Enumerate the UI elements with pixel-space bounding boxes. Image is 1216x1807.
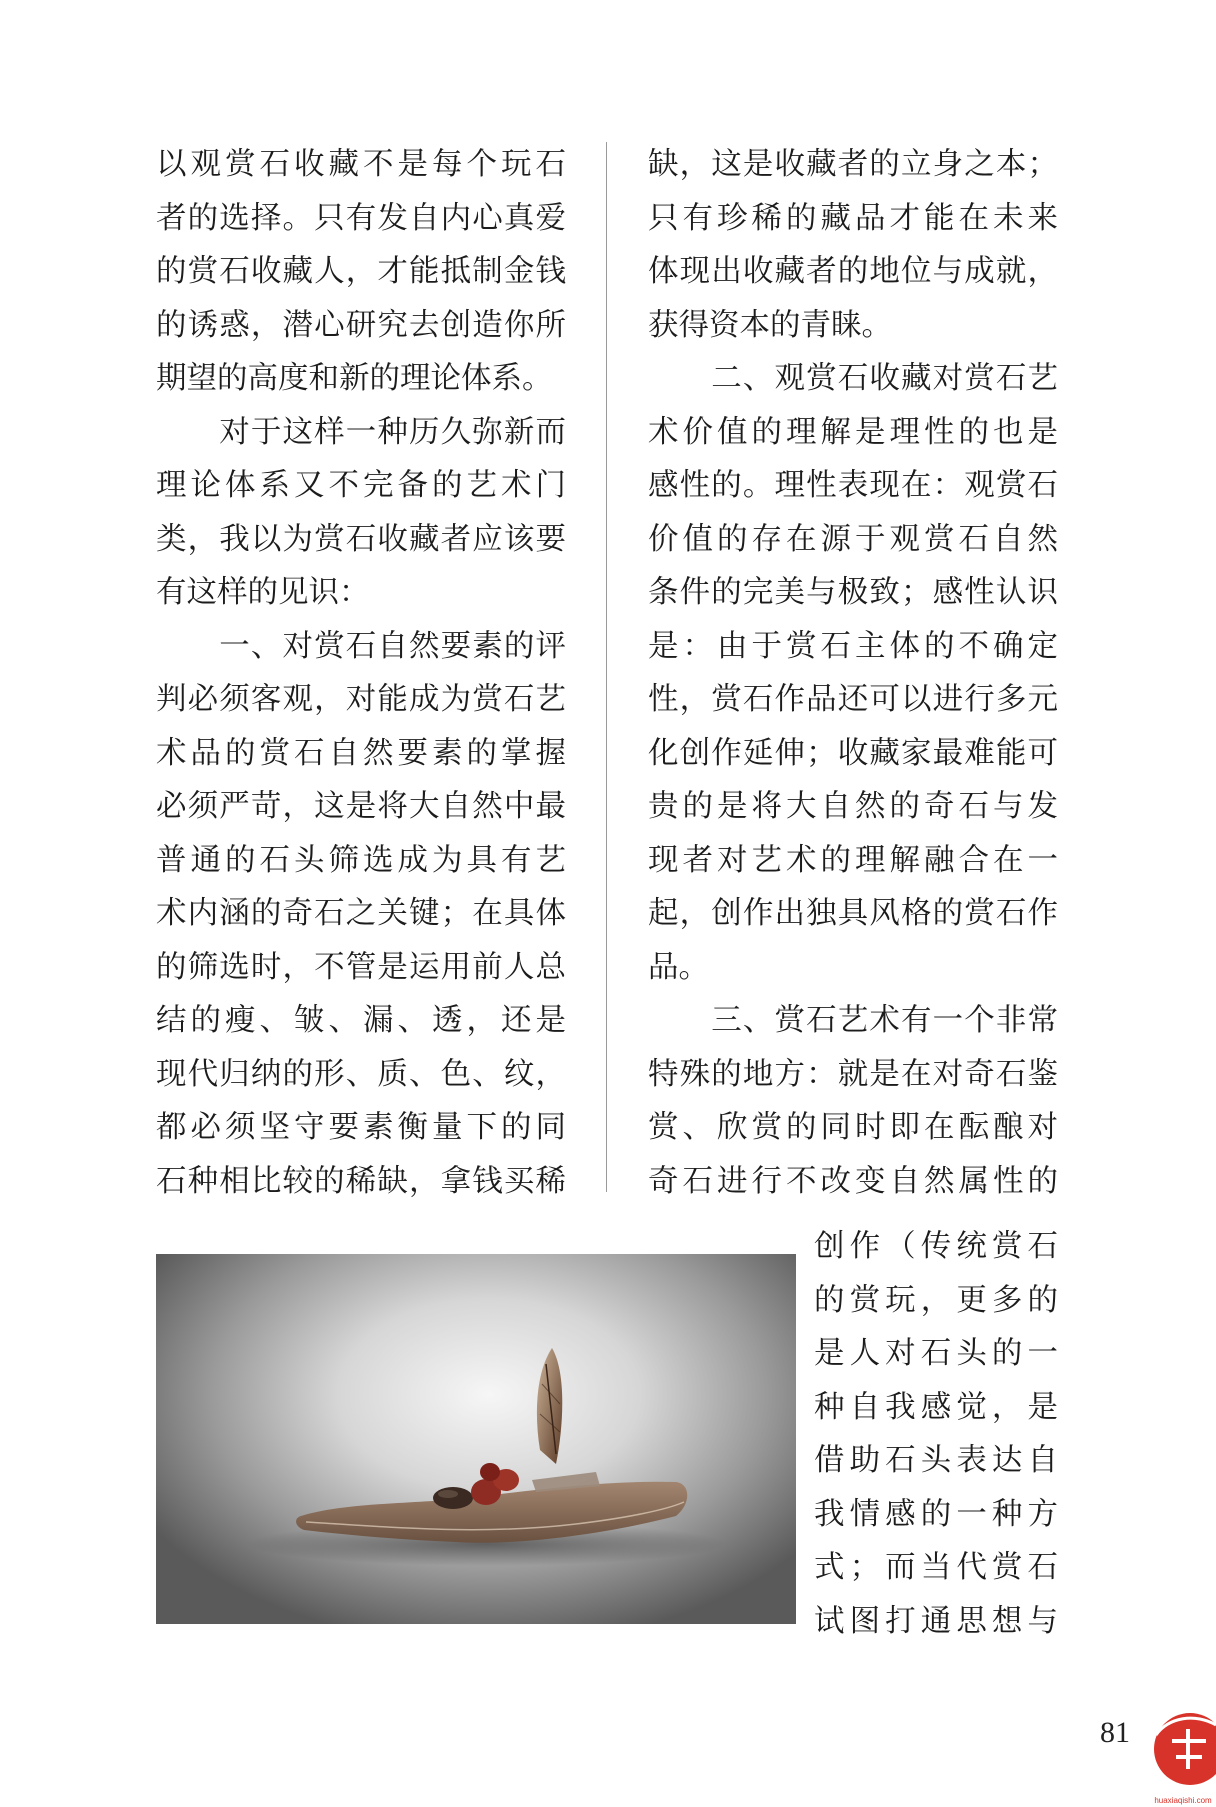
article-column-wrap — [814, 1220, 1058, 1648]
stone-artwork-illustration — [156, 1254, 796, 1624]
text-line: 术内涵的奇石之关键；在具体 — [156, 896, 566, 931]
text-line: 的赏玩，更多的 — [814, 1282, 1058, 1318]
watermark-url: huaxiaqishi.com — [1154, 1796, 1212, 1805]
text-line: 以观赏石收藏不是每个玩石 — [156, 147, 566, 182]
text-line: 的筛选时，不管是运用前人总 — [156, 949, 566, 985]
stone-artwork-photo — [156, 1254, 796, 1624]
text-line: 条件的完美与极致；感性认识 — [648, 575, 1058, 610]
text-line: 结的瘦、皱、漏、透，还是 — [156, 1003, 566, 1038]
text-line: 是人对石头的一 — [814, 1336, 1058, 1371]
text-line: 性，赏石作品还可以进行多元 — [648, 682, 1058, 717]
text-line: 对于这样一种历久弥新而 — [156, 414, 566, 450]
text-line: 体现出收藏者的地位与成就， — [648, 254, 1058, 289]
text-line: 式；而当代赏石 — [814, 1550, 1058, 1585]
article-column-left — [156, 138, 566, 1208]
column-divider — [606, 142, 607, 1192]
text-line: 获得资本的青睐。 — [648, 307, 892, 343]
text-line: 品。 — [648, 949, 709, 985]
text-line: 必须严苛，这是将大自然中最 — [156, 789, 566, 824]
text-line: 起，创作出独具风格的赏石作 — [648, 896, 1058, 931]
text-line: 二、观赏石收藏对赏石艺 — [648, 361, 1058, 396]
page-number: 81 — [1100, 1716, 1130, 1749]
text-line: 借助石头表达自 — [814, 1443, 1058, 1478]
text-line: 化创作延伸；收藏家最难能可 — [648, 735, 1058, 771]
watermark-logo — [1150, 1705, 1216, 1807]
text-line: 理论体系又不完备的艺术门 — [156, 468, 566, 503]
text-line: 缺，这是收藏者的立身之本； — [648, 147, 1058, 182]
text-line: 赏、欣赏的同时即在酝酿对 — [648, 1110, 1058, 1145]
text-line: 期望的高度和新的理论体系。 — [156, 361, 553, 396]
article-column-right — [648, 138, 1058, 1208]
text-line: 奇石进行不改变自然属性的 — [648, 1163, 1058, 1199]
text-line: 术品的赏石自然要素的掌握 — [156, 735, 566, 771]
text-line: 有这样的见识： — [156, 575, 370, 610]
text-line: 贵的是将大自然的奇石与发 — [648, 789, 1058, 824]
text-line: 种自我感觉，是 — [814, 1389, 1058, 1425]
text-line: 都必须坚守要素衡量下的同 — [156, 1110, 566, 1145]
text-line: 感性的。理性表现在：观赏石 — [648, 468, 1058, 503]
text-line: 术价值的理解是理性的也是 — [648, 414, 1058, 450]
text-line: 只有珍稀的藏品才能在未来 — [648, 200, 1058, 236]
text-line: 判必须客观，对能成为赏石艺 — [156, 682, 566, 717]
text-line: 试图打通思想与 — [814, 1603, 1058, 1639]
text-line: 的赏石收藏人，才能抵制金钱 — [156, 254, 566, 289]
text-line: 特殊的地方：就是在对奇石鉴 — [648, 1056, 1058, 1092]
text-line: 三、赏石艺术有一个非常 — [648, 1003, 1058, 1038]
text-line: 现者对艺术的理解融合在一 — [648, 842, 1058, 878]
text-line: 是：由于赏石主体的不确定 — [648, 628, 1058, 664]
text-line: 者的选择。只有发自内心真爱 — [156, 200, 566, 236]
text-line: 我情感的一种方 — [814, 1496, 1058, 1532]
text-line: 现代归纳的形、质、色、纹， — [156, 1056, 566, 1092]
text-line: 类，我以为赏石收藏者应该要 — [156, 521, 566, 557]
text-line: 的诱惑，潜心研究去创造你所 — [156, 307, 566, 343]
text-line: 价值的存在源于观赏石自然 — [648, 521, 1058, 557]
text-line: 一、对赏石自然要素的评 — [156, 628, 566, 664]
text-line: 普通的石头筛选成为具有艺 — [156, 842, 566, 878]
text-line: 石种相比较的稀缺，拿钱买稀 — [156, 1163, 566, 1199]
text-line: 创作（传统赏石 — [814, 1229, 1058, 1264]
